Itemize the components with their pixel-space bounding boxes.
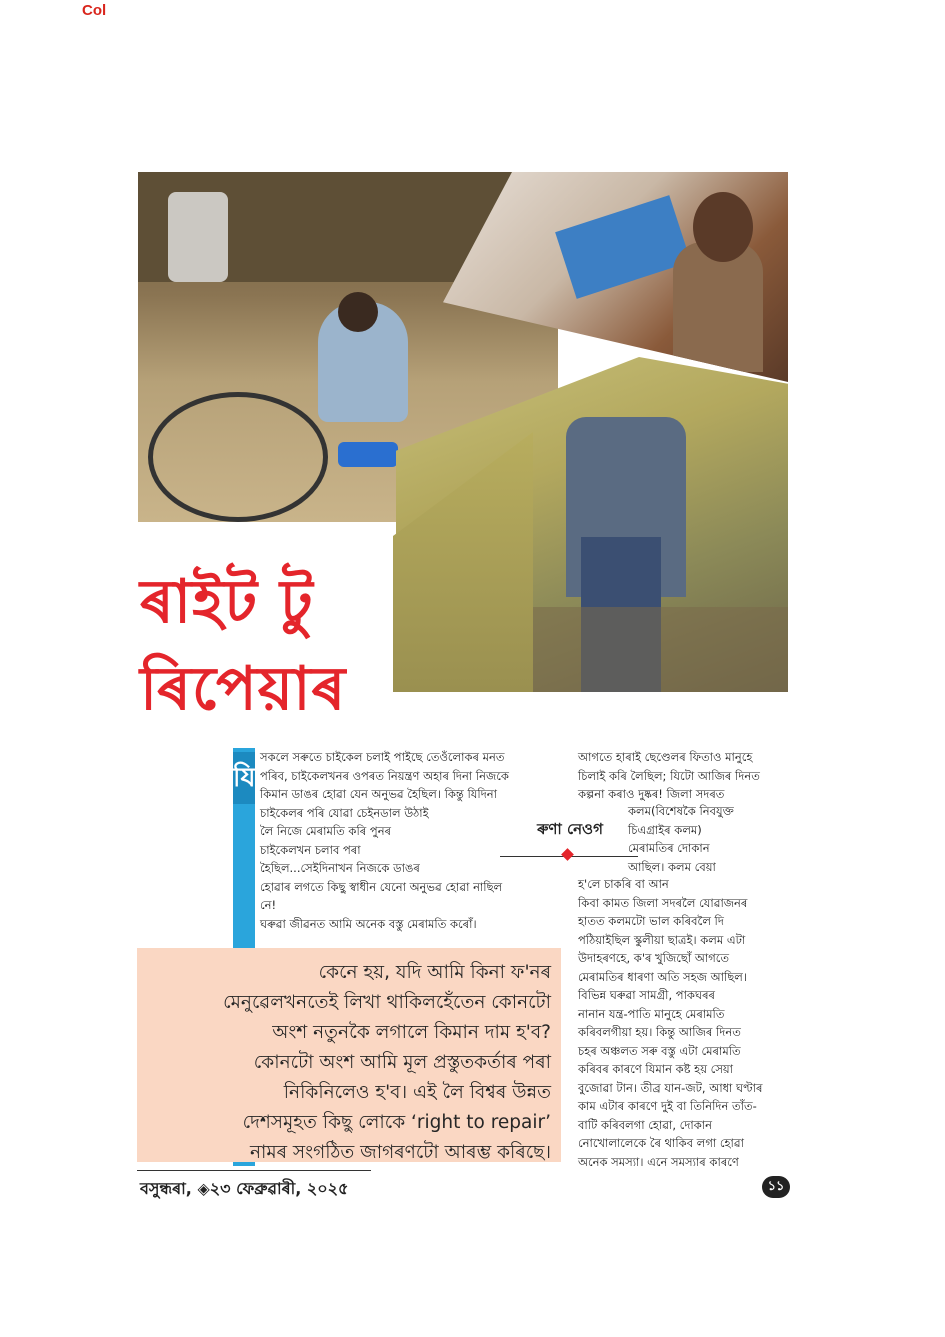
pull-quote-line: নামৰ সংগঠিত জাগৰণটো আৰম্ভ কৰিছে। xyxy=(249,1142,551,1163)
text-line: কৰিবৰ কাৰণে যিমান কষ্ট হয় সেয়া xyxy=(578,1062,734,1076)
page-number: ১১ xyxy=(762,1176,790,1198)
text-line: মেৰামতিৰ দোকান xyxy=(628,841,710,855)
pull-quote-line: অংশ নতুনকৈ লগালে কিমান দাম হ'ব? xyxy=(272,1022,551,1043)
text-line: নোখোলালেকে ৰৈ থাকিব লগা হোৱা xyxy=(578,1136,744,1150)
drop-cap: যি xyxy=(233,752,255,804)
diamond-icon xyxy=(561,848,574,861)
text-line: চাইকেলখন চলাব পৰা xyxy=(260,842,361,857)
text-line: লৈ নিজে মেৰামতি কৰি পুনৰ xyxy=(260,824,392,838)
text-line: কল্পনা কৰাও দুষ্কৰ! জিলা সদৰত xyxy=(578,787,725,801)
pull-quote-line: মেনুৱেলখনতেই লিখা থাকিলহেঁতেন কোনটো xyxy=(223,992,551,1013)
pull-quote-line: কেনে হয়, যদি আমি কিনা ফ'নৰ xyxy=(318,962,551,983)
text-line: সকলে সৰুতে চাইকেল চলাই পাইছে তেওঁলোকৰ মনত xyxy=(260,750,505,764)
article-column-3-indent xyxy=(628,802,734,876)
footer-publication-date: বসুন্ধৰা, ◈২৩ ফেব্ৰুৱাৰী, ২০২৫ xyxy=(140,1179,349,1198)
text-line: হাতত কলমটো ভাল কৰিবলৈ দি xyxy=(578,914,724,928)
article-column-3-top xyxy=(578,748,760,804)
text-line: বিভিন্ন ঘৰুৱা সামগ্ৰী, পাকঘৰৰ xyxy=(578,988,716,1002)
text-line: হ'লে চাকৰি বা আন xyxy=(578,877,669,891)
text-line: বুজোৱা টান। তীব্ৰ যান-জট, আধা ঘণ্টাৰ xyxy=(578,1080,763,1095)
text-line: পৰিব, চাইকেলখনৰ ওপৰত নিয়ন্ত্ৰণ অহাৰ দিনা নিজকে xyxy=(260,768,509,783)
pull-quote xyxy=(137,948,561,1162)
author-byline: ৰুণা নেওগ xyxy=(537,820,603,838)
article-column-1 xyxy=(260,748,509,933)
text-line: নানান যন্ত্ৰ-পাতি মানুহে মেৰামতি xyxy=(578,1006,725,1021)
text-line: নে! xyxy=(260,898,277,912)
article-column-3-bottom xyxy=(578,875,763,1171)
text-line: কাম এটাৰ কাৰণে দুই বা তিনিদিন তাঁত- xyxy=(578,1099,757,1113)
text-line: ঘৰুৱা জীৱনত আমি অনেক বস্তু মেৰামতি কৰোঁ। xyxy=(260,916,477,931)
text-line: চাইকেলৰ পৰি যোৱা চেইনডাল উঠাই xyxy=(260,805,429,820)
byline-box xyxy=(500,818,640,843)
text-line: কিবা কামত জিলা সদৰলৈ যোৱাজনৰ xyxy=(578,895,748,910)
text-line: অনেক সমস্যা। এনে সমস্যাৰ কাৰণে xyxy=(578,1154,739,1169)
text-line: কৰিবলগীয়া হয়। কিন্তু আজিৰ দিনত xyxy=(578,1025,741,1039)
text-line: হৈছিল...সেইদিনাখন নিজকে ডাঙৰ xyxy=(260,861,420,875)
text-line: পঠিয়াইছিল স্কুলীয়া ছাত্ৰই। কলম এটা xyxy=(578,932,746,947)
headline-line-1: ৰাইট টু xyxy=(140,567,314,637)
text-line: চিলাই কৰি লৈছিল; যিটো আজিৰ দিনত xyxy=(578,768,760,783)
corner-tag: Col xyxy=(82,2,107,19)
text-line: মেৰামতিৰ ধাৰণা অতি সহজ আছিল। xyxy=(578,969,747,984)
text-line: বাটি কৰিবলগা হোৱা, দোকান xyxy=(578,1117,712,1132)
pull-quote-line: নিকিনিলেও হ'ব। এই লৈ বিশ্বৰ উন্নত xyxy=(283,1082,551,1103)
footer-rule xyxy=(137,1170,371,1171)
text-line: আছিল। কলম বেয়া xyxy=(628,859,716,874)
text-line: চহৰ অঞ্চলত সৰু বস্তু এটা মেৰামতি xyxy=(578,1043,741,1058)
text-line: কিমান ডাঙৰ হোৱা যেন অনুভৱ হৈছিল। কিন্তু যিদিনা xyxy=(260,787,497,801)
text-line: চিএগ্ৰাইৰ কলম) xyxy=(628,822,702,837)
text-line: হোৱাৰ লগতে কিছু স্বাধীন যেনো অনুভৱ হোৱা নাছিল xyxy=(260,879,503,894)
pull-quote-line: কোনটো অংশ আমি মূল প্ৰস্তুতকৰ্তাৰ পৰা xyxy=(253,1052,551,1073)
text-line: কলম(বিশেষকৈ নিবযুক্ত xyxy=(628,804,734,818)
text-line: উদাহৰণহে, ক'ৰ খুজিছোঁ আগতে xyxy=(578,951,730,965)
text-line: আগতে হাৰাই ছেণ্ডেলৰ ফিতাও মানুহে xyxy=(578,750,753,764)
headline-line-2: ৰিপেয়াৰ xyxy=(140,654,347,724)
pull-quote-line: দেশসমূহত কিছু লোকে ‘right to repair’ xyxy=(242,1112,551,1133)
